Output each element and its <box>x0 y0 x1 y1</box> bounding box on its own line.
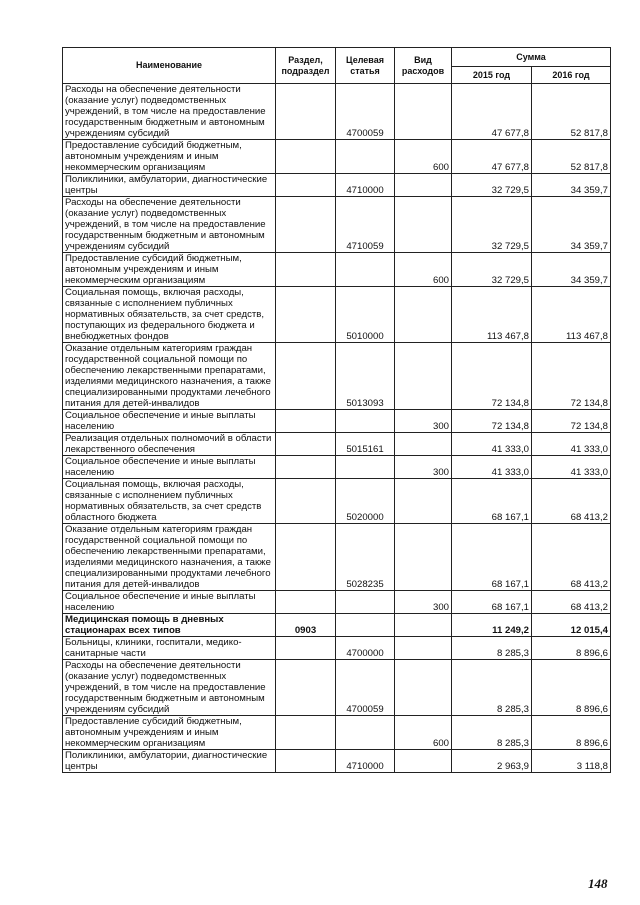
row-sum-2015: 8 285,3 <box>452 637 532 660</box>
row-name: Предоставление субсидий бюджетным, автономным учреждениям и иным некоммерческим организациям <box>63 253 276 287</box>
row-sum-2015: 11 249,2 <box>452 614 532 637</box>
row-type <box>395 750 452 773</box>
row-sum-2015: 113 467,8 <box>452 287 532 343</box>
row-sum-2015: 72 134,8 <box>452 410 532 433</box>
row-type <box>395 479 452 524</box>
row-target: 5028235 <box>336 524 395 591</box>
table-row <box>63 750 611 773</box>
row-sum-2016: 41 333,0 <box>532 433 611 456</box>
row-type <box>395 343 452 410</box>
row-sum-2015: 47 677,8 <box>452 84 532 140</box>
table-row <box>63 197 611 253</box>
row-sum-2016: 72 134,8 <box>532 410 611 433</box>
row-type: 300 <box>395 456 452 479</box>
row-target: 5013093 <box>336 343 395 410</box>
row-type <box>395 197 452 253</box>
row-sum-2016: 12 015,4 <box>532 614 611 637</box>
row-target: 4710000 <box>336 174 395 197</box>
table-row <box>63 343 611 410</box>
row-name: Поликлиники, амбулатории, диагностические центры <box>63 750 276 773</box>
table-row <box>63 591 611 614</box>
table-row <box>63 479 611 524</box>
row-sum-2016: 3 118,8 <box>532 750 611 773</box>
row-name: Поликлиники, амбулатории, диагностические центры <box>63 174 276 197</box>
table-row <box>63 174 611 197</box>
row-sum-2015: 68 167,1 <box>452 591 532 614</box>
table-row <box>63 84 611 140</box>
row-section <box>276 140 336 174</box>
row-sum-2015: 8 285,3 <box>452 716 532 750</box>
row-section <box>276 479 336 524</box>
row-type <box>395 174 452 197</box>
row-target: 4700059 <box>336 84 395 140</box>
row-name: Оказание отдельным категориям граждан государственной социальной помощи по обеспечению лекарственными препаратами, изделиями медицинского назначения, а также специализированными продуктами лечебного питания для детей-инвалидов <box>63 343 276 410</box>
row-section <box>276 343 336 410</box>
row-type: 600 <box>395 140 452 174</box>
header-2015: 2015 год <box>452 67 532 84</box>
row-name: Предоставление субсидий бюджетным, автономным учреждениям и иным некоммерческим организациям <box>63 716 276 750</box>
row-sum-2015: 41 333,0 <box>452 433 532 456</box>
row-type: 300 <box>395 410 452 433</box>
row-target: 4700000 <box>336 637 395 660</box>
table-row <box>63 660 611 716</box>
row-section <box>276 637 336 660</box>
row-sum-2016: 8 896,6 <box>532 637 611 660</box>
row-type: 600 <box>395 716 452 750</box>
row-sum-2015: 32 729,5 <box>452 197 532 253</box>
row-target: 4710059 <box>336 197 395 253</box>
row-target <box>336 591 395 614</box>
row-sum-2016: 68 413,2 <box>532 479 611 524</box>
header-type: Вид расходов <box>395 48 452 84</box>
row-type <box>395 637 452 660</box>
row-type <box>395 614 452 637</box>
row-type <box>395 84 452 140</box>
table-row <box>63 614 611 637</box>
row-name: Социальное обеспечение и иные выплаты населению <box>63 591 276 614</box>
row-type <box>395 433 452 456</box>
row-sum-2015: 68 167,1 <box>452 479 532 524</box>
row-sum-2016: 34 359,7 <box>532 197 611 253</box>
row-target <box>336 614 395 637</box>
row-sum-2015: 47 677,8 <box>452 140 532 174</box>
header-section: Раздел, подраздел <box>276 48 336 84</box>
row-target: 4710000 <box>336 750 395 773</box>
row-sum-2015: 32 729,5 <box>452 253 532 287</box>
header-name: Наименование <box>63 48 276 84</box>
row-sum-2015: 8 285,3 <box>452 660 532 716</box>
table-row <box>63 140 611 174</box>
row-name: Медицинская помощь в дневных стационарах всех типов <box>63 614 276 637</box>
row-sum-2015: 2 963,9 <box>452 750 532 773</box>
row-target: 5020000 <box>336 479 395 524</box>
row-section <box>276 197 336 253</box>
row-section <box>276 174 336 197</box>
row-section: 0903 <box>276 614 336 637</box>
page-number: 148 <box>588 876 608 891</box>
row-section <box>276 410 336 433</box>
row-target <box>336 253 395 287</box>
row-name: Расходы на обеспечение деятельности (оказание услуг) подведомственных учреждений, в том числе на предоставление государственным бюджетным и автономным учреждениям субсидий <box>63 84 276 140</box>
row-name: Реализация отдельных полномочий в области лекарственного обеспечения <box>63 433 276 456</box>
row-sum-2016: 34 359,7 <box>532 253 611 287</box>
row-target <box>336 410 395 433</box>
table-row <box>63 716 611 750</box>
row-type <box>395 287 452 343</box>
row-sum-2016: 8 896,6 <box>532 660 611 716</box>
row-name: Расходы на обеспечение деятельности (оказание услуг) подведомственных учреждений, в том числе на предоставление государственным бюджетным и автономным учреждениям субсидий <box>63 660 276 716</box>
table-row <box>63 637 611 660</box>
table-row <box>63 524 611 591</box>
row-name: Оказание отдельным категориям граждан государственной социальной помощи по обеспечению лекарственными препаратами, изделиями медицинского назначения, а также специализированными продуктами лечебного питания для детей-инвалидов <box>63 524 276 591</box>
row-target <box>336 140 395 174</box>
row-sum-2016: 68 413,2 <box>532 591 611 614</box>
row-name: Социальная помощь, включая расходы, связанные с исполнением публичных нормативных обязательств, за счет средств областного бюджета <box>63 479 276 524</box>
table-row <box>63 410 611 433</box>
row-sum-2015: 32 729,5 <box>452 174 532 197</box>
row-section <box>276 433 336 456</box>
row-target: 5015161 <box>336 433 395 456</box>
row-target <box>336 456 395 479</box>
table-row <box>63 433 611 456</box>
row-target: 5010000 <box>336 287 395 343</box>
row-section <box>276 660 336 716</box>
row-section <box>276 750 336 773</box>
row-type <box>395 660 452 716</box>
header-target: Целевая статья <box>336 48 395 84</box>
row-name: Расходы на обеспечение деятельности (оказание услуг) подведомственных учреждений, в том числе на предоставление государственным бюджетным и автономным учреждениям субсидий <box>63 197 276 253</box>
budget-table <box>62 47 611 773</box>
row-sum-2015: 68 167,1 <box>452 524 532 591</box>
row-name: Социальное обеспечение и иные выплаты населению <box>63 456 276 479</box>
row-name: Социальное обеспечение и иные выплаты населению <box>63 410 276 433</box>
row-sum-2016: 8 896,6 <box>532 716 611 750</box>
row-target <box>336 716 395 750</box>
row-target: 4700059 <box>336 660 395 716</box>
row-sum-2016: 72 134,8 <box>532 343 611 410</box>
row-sum-2016: 41 333,0 <box>532 456 611 479</box>
row-name: Социальная помощь, включая расходы, связанные с исполнением публичных нормативных обязательств, за счет средств, поступающих из федерального бюджета и внебюджетных фондов <box>63 287 276 343</box>
row-section <box>276 287 336 343</box>
table-row <box>63 456 611 479</box>
header-2016: 2016 год <box>532 67 611 84</box>
row-section <box>276 524 336 591</box>
header-sum: Сумма <box>452 48 611 67</box>
row-sum-2015: 72 134,8 <box>452 343 532 410</box>
table-row <box>63 253 611 287</box>
row-sum-2016: 52 817,8 <box>532 84 611 140</box>
row-sum-2016: 34 359,7 <box>532 174 611 197</box>
row-name: Больницы, клиники, госпитали, медико- санитарные части <box>63 637 276 660</box>
row-type <box>395 524 452 591</box>
row-sum-2016: 52 817,8 <box>532 140 611 174</box>
row-name: Предоставление субсидий бюджетным, автономным учреждениям и иным некоммерческим организациям <box>63 140 276 174</box>
row-type: 300 <box>395 591 452 614</box>
row-sum-2016: 113 467,8 <box>532 287 611 343</box>
table-body <box>63 84 611 773</box>
row-section <box>276 456 336 479</box>
row-section <box>276 84 336 140</box>
row-sum-2015: 41 333,0 <box>452 456 532 479</box>
row-sum-2016: 68 413,2 <box>532 524 611 591</box>
row-section <box>276 591 336 614</box>
row-section <box>276 253 336 287</box>
row-section <box>276 716 336 750</box>
row-type: 600 <box>395 253 452 287</box>
table-row <box>63 287 611 343</box>
